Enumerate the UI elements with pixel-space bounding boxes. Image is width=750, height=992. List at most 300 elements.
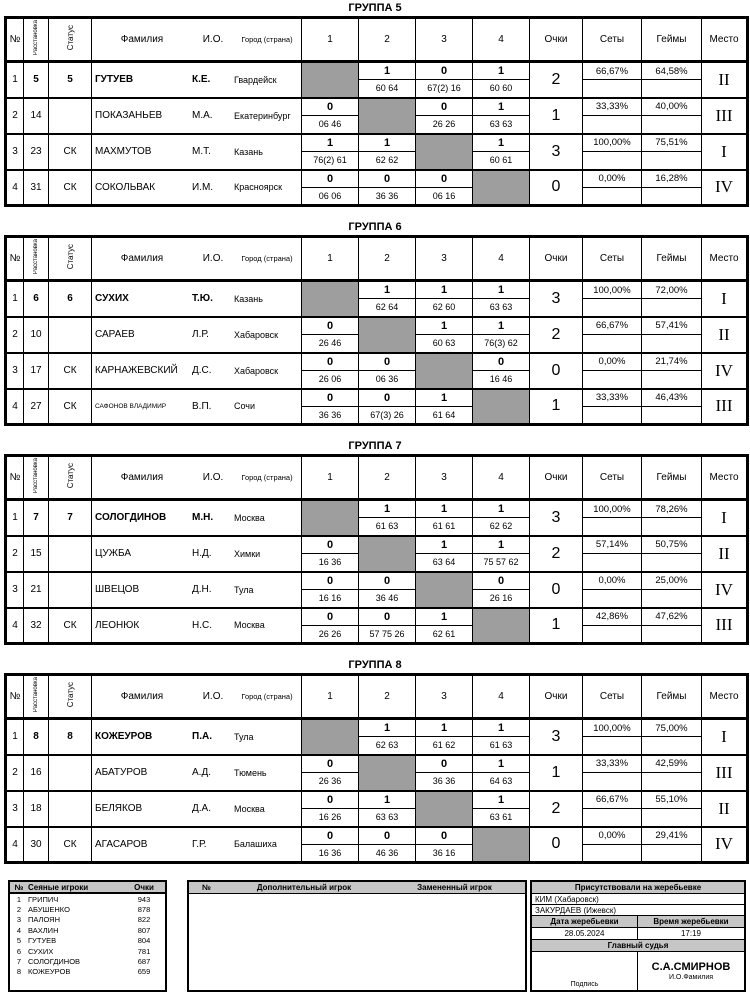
match-result: 0 [359,353,416,371]
match-score: 62 61 [416,626,473,644]
cell-games-pct: 40,00% [642,98,702,116]
player-surname: ЦУЖБА [95,548,131,559]
seeded-player-points: 943 [137,894,151,904]
match-col-header: 1 [302,456,359,500]
cell-player [92,827,302,863]
match-score: 36 46 [359,590,416,608]
draw-datetime-labels [532,916,744,928]
match-result: 0 [302,389,359,407]
cell-status: СК [49,353,92,389]
cell-seeding: 31 [24,170,49,206]
match-result: 0 [473,572,530,590]
city-header: Город (страна) [241,692,293,701]
cell-games-pct: 46,43% [642,389,702,407]
draw-time-label: Время жеребьевки [638,916,744,927]
seeded-player-row [10,936,165,946]
cell-seeding: 27 [24,389,49,425]
cell-seeding: 16 [24,755,49,791]
cell-points: 1 [530,608,583,644]
points-header: Очки [530,675,583,719]
seeded-player-num: 2 [16,905,22,915]
cell-player [92,389,302,425]
match-score: 63 63 [473,116,530,134]
sets-header: Сеты [583,18,642,62]
cell-games-pct: 25,00% [642,572,702,590]
cell-seeding: 5 [24,62,49,98]
player-initials: Д.Н. [192,584,212,595]
col-seeding-header [24,18,49,62]
cell-sets-bottom [583,809,642,827]
col-seeding-header [24,456,49,500]
cell-place: I [702,500,748,536]
cell-sets-pct: 66,67% [583,791,642,809]
group-title: ГРУППА 5 [348,2,402,14]
cell-games-bottom [642,554,702,572]
match-score: 26 46 [302,335,359,353]
cell-status: СК [49,608,92,644]
col-status-header [49,18,92,62]
match-result: 0 [302,170,359,188]
player-name [92,584,301,595]
group-header-row [6,237,748,281]
cell-place: IV [702,353,748,389]
seeded-player-num: 6 [16,946,22,956]
cell-number: 3 [6,572,24,608]
sets-header: Сеты [583,456,642,500]
cell-sets-pct: 66,67% [583,317,642,335]
extra-player-header [189,882,525,894]
match-score: 61 64 [416,407,473,425]
seeded-player-name: ГРИПИЧ [28,894,59,904]
diagonal-cell [473,170,530,206]
cell-number: 1 [6,719,24,755]
draw-present-1: КИМ (Хабаровск) [532,894,744,905]
match-result: 1 [473,755,530,773]
cell-sets-pct: 57,14% [583,536,642,554]
match-score: 16 36 [302,845,359,863]
player-surname: СУХИХ [95,293,129,305]
city-header: Город (страна) [241,254,293,263]
diagonal-cell [302,62,359,98]
seeded-player-num: 5 [16,936,22,946]
col-seeding-label: Расстановка [33,458,39,494]
match-score: 64 63 [473,773,530,791]
initials-header: И.О. [202,253,224,264]
match-result: 0 [302,572,359,590]
col-seeding-label: Расстановка [33,239,39,275]
player-surname: ГУТУЕВ [95,74,134,86]
diagonal-cell [473,389,530,425]
col-status-header [49,237,92,281]
cell-place: II [702,791,748,827]
cell-seeding: 32 [24,608,49,644]
games-header: Геймы [642,456,702,500]
match-score: 06 06 [302,188,359,206]
cell-games-pct: 29,41% [642,827,702,845]
player-initials: М.Н. [192,512,214,524]
seeded-players-table [8,880,167,992]
cell-seeding: 17 [24,353,49,389]
player-surname: ЛЕОНЮК [95,619,140,631]
match-col-header: 2 [359,675,416,719]
match-score: 61 62 [416,737,473,755]
match-result: 0 [359,389,416,407]
cell-status [49,98,92,134]
player-initials: М.А. [192,110,213,121]
match-col-header: 3 [416,675,473,719]
player-row [6,62,748,80]
player-name [92,329,301,340]
match-col-header: 3 [416,18,473,62]
cell-sets-pct: 33,33% [583,755,642,773]
initials-header: И.О. [202,691,224,702]
player-initials: Д.С. [192,365,212,376]
cell-points: 1 [530,389,583,425]
match-score: 16 26 [302,809,359,827]
draw-date-value: 28.05.2024 [532,928,638,939]
surname-header: Фамилия [120,34,164,45]
player-city: Казань [234,293,263,304]
match-result: 1 [416,281,473,299]
cell-status [49,755,92,791]
col-status-label: Статус [65,25,75,51]
cell-number: 4 [6,389,24,425]
player-city: Москва [234,620,265,631]
cell-player [92,572,302,608]
cell-sets-pct: 100,00% [583,719,642,737]
cell-place: I [702,719,748,755]
diagonal-cell [302,500,359,536]
group-header-row [6,456,748,500]
extra-col-additional: Дополнительный игрок [256,883,352,892]
cell-sets-pct: 100,00% [583,281,642,299]
seeded-player-points: 804 [137,936,151,946]
player-surname: МАХМУТОВ [95,146,152,157]
match-result: 0 [416,62,473,80]
cell-games-bottom [642,335,702,353]
player-name [92,146,301,157]
cell-place: II [702,536,748,572]
match-score: 26 06 [302,371,359,389]
seeded-player-row [10,925,165,935]
player-name [92,731,301,742]
cell-status: СК [49,134,92,170]
match-result: 1 [473,536,530,554]
col-seeding-label: Расстановка [33,20,39,56]
cell-sets-bottom [583,152,642,170]
cell-games-pct: 16,28% [642,170,702,188]
cell-sets-bottom [583,116,642,134]
diagonal-cell [473,608,530,644]
match-score: 16 36 [302,554,359,572]
col-seeding-label: Расстановка [33,677,39,713]
cell-games-bottom [642,590,702,608]
cell-player [92,170,302,206]
col-player-header [92,675,302,719]
match-score: 26 36 [302,773,359,791]
player-name [92,839,301,850]
surname-header: Фамилия [120,253,164,264]
player-initials: Л.Р. [192,329,209,340]
match-score: 16 46 [473,371,530,389]
cell-place: IV [702,170,748,206]
cell-points: 1 [530,98,583,134]
cell-points: 2 [530,62,583,98]
cell-status [49,572,92,608]
player-city: Москва [234,803,265,814]
cell-seeding: 18 [24,791,49,827]
cell-points: 2 [530,791,583,827]
diagonal-cell [359,536,416,572]
draw-present-title: Присутствовали на жеребьевке [532,882,744,894]
match-col-header: 4 [473,675,530,719]
player-header-labels [92,472,301,483]
cell-status: 7 [49,500,92,536]
player-name [92,620,301,631]
player-initials: Н.Д. [192,548,212,559]
player-surname: САФОНОВ ВЛАДИМИР [95,402,167,410]
player-name [92,803,301,814]
match-score: 60 60 [473,80,530,98]
cell-points: 3 [530,281,583,317]
cell-seeding: 8 [24,719,49,755]
cell-sets-bottom [583,188,642,206]
cell-sets-bottom [583,590,642,608]
seeded-player-num: 8 [16,967,22,977]
match-col-header: 1 [302,237,359,281]
player-city: Хабаровск [234,329,279,340]
match-score: 61 63 [473,737,530,755]
cell-number: 1 [6,281,24,317]
cell-points: 0 [530,170,583,206]
signature-label: Подпись [532,952,638,990]
match-score: 62 64 [359,299,416,317]
player-surname: САРАЕВ [95,329,135,340]
cell-player [92,353,302,389]
match-score: 62 60 [416,299,473,317]
cell-sets-pct: 100,00% [583,500,642,518]
player-name [92,182,301,193]
match-result: 0 [302,755,359,773]
group-title: ГРУППА 7 [348,440,402,452]
group-header-row [6,18,748,62]
player-initials: В.П. [192,400,212,412]
cell-number: 4 [6,608,24,644]
match-result: 1 [359,134,416,152]
cell-games-pct: 47,62% [642,608,702,626]
seeded-players-body [10,894,165,977]
place-header: Место [702,675,748,719]
player-initials: П.А. [192,731,212,743]
cell-games-bottom [642,188,702,206]
cell-sets-bottom [583,845,642,863]
extra-player-body [189,894,525,977]
match-result: 0 [302,536,359,554]
diagonal-cell [359,98,416,134]
judge-name: С.А.СМИРНОВ [651,961,731,973]
cell-sets-pct: 0,00% [583,572,642,590]
cell-status: СК [49,827,92,863]
cell-games-bottom [642,737,702,755]
cell-sets-bottom [583,554,642,572]
match-result: 1 [416,719,473,737]
match-score: 76(2) 61 [302,152,359,170]
cell-seeding: 7 [24,500,49,536]
player-name [92,767,301,778]
diagonal-cell [473,827,530,863]
player-name [92,401,301,412]
seeded-col-name: Сеяные игроки [28,882,89,892]
cell-sets-pct: 33,33% [583,98,642,116]
games-header: Геймы [642,18,702,62]
cell-player [92,62,302,98]
match-score: 62 62 [473,518,530,536]
group-header-row [6,675,748,719]
city-header: Город (страна) [241,473,293,482]
match-result: 1 [473,134,530,152]
player-city: Гвардейск [234,74,277,85]
match-score: 75 57 62 [473,554,530,572]
seeded-player-points: 659 [137,967,151,977]
draw-datetime-values [532,928,744,940]
cell-number: 2 [6,755,24,791]
initials-header: И.О. [202,34,224,45]
cell-sets-bottom [583,299,642,317]
match-result: 1 [473,281,530,299]
seeded-player-row [10,946,165,956]
player-name [92,74,301,85]
match-col-header: 3 [416,456,473,500]
match-result: 1 [359,62,416,80]
cell-games-bottom [642,773,702,791]
player-row [6,827,748,845]
match-result: 1 [416,317,473,335]
player-initials: Н.С. [192,619,212,631]
cell-number: 4 [6,170,24,206]
match-result: 1 [473,317,530,335]
player-city: Хабаровск [234,365,279,376]
seeded-player-name: ГУТУЕВ [28,936,57,946]
cell-points: 2 [530,317,583,353]
cell-player [92,98,302,134]
group-table [4,454,749,645]
cell-number: 3 [6,791,24,827]
cell-games-pct: 64,58% [642,62,702,80]
match-result: 0 [359,827,416,845]
cell-place: I [702,281,748,317]
cell-games-pct: 42,59% [642,755,702,773]
cell-games-pct: 72,00% [642,281,702,299]
match-score: 63 64 [416,554,473,572]
match-result: 0 [302,353,359,371]
seeded-player-num: 7 [16,957,22,967]
cell-status [49,791,92,827]
initials-header: И.О. [202,472,224,483]
seeded-player-row [10,904,165,914]
player-row [6,317,748,335]
group-table [4,16,749,207]
match-score: 62 63 [359,737,416,755]
match-result: 0 [416,755,473,773]
player-initials: Т.Ю. [192,293,213,305]
seeded-player-num: 4 [16,925,22,935]
seeded-player-points: 687 [137,957,151,967]
cell-games-pct: 57,41% [642,317,702,335]
cell-place: IV [702,572,748,608]
match-result: 0 [359,572,416,590]
match-result: 1 [359,791,416,809]
cell-player [92,608,302,644]
judge-name-sub: И.О.Фамилия [668,974,714,981]
points-header: Очки [530,18,583,62]
cell-number: 4 [6,827,24,863]
player-city: Химки [234,548,261,559]
group-table [4,673,749,864]
col-status-header [49,456,92,500]
match-result: 0 [302,98,359,116]
match-score: 57 75 26 [359,626,416,644]
extra-col-replaced: Замененный игрок [417,883,492,892]
match-result: 1 [302,134,359,152]
match-result: 0 [302,827,359,845]
cell-player [92,719,302,755]
cell-place: III [702,608,748,644]
match-col-header: 4 [473,456,530,500]
cell-games-pct: 21,74% [642,353,702,371]
cell-number: 3 [6,353,24,389]
draw-judge-title: Главный судья [532,940,744,952]
extra-player-table [187,880,527,992]
cell-points: 1 [530,755,583,791]
player-row [6,719,748,737]
match-col-header: 2 [359,18,416,62]
match-result: 0 [473,353,530,371]
match-result: 0 [416,827,473,845]
col-number-header: № [6,456,24,500]
player-name [92,365,301,376]
player-city: Тюмень [234,767,267,778]
cell-number: 2 [6,536,24,572]
player-city: Тула [234,584,254,595]
cell-player [92,317,302,353]
match-score: 26 16 [473,590,530,608]
cell-games-pct: 75,00% [642,719,702,737]
match-score: 62 62 [359,152,416,170]
cell-points: 3 [530,500,583,536]
cell-games-bottom [642,371,702,389]
player-surname: ШВЕЦОВ [95,584,140,595]
points-header: Очки [530,237,583,281]
match-result: 1 [416,536,473,554]
match-score: 63 61 [473,809,530,827]
cell-player [92,134,302,170]
player-surname: ПОКАЗАНЬЕВ [95,110,163,121]
seeded-player-name: ВАХЛИН [28,925,59,935]
match-score: 06 46 [302,116,359,134]
seeded-player-row [10,894,165,904]
cell-sets-bottom [583,407,642,425]
player-header-labels [92,253,301,264]
col-seeding-header [24,237,49,281]
cell-games-bottom [642,809,702,827]
cell-place: II [702,62,748,98]
player-row [6,134,748,152]
cell-number: 1 [6,62,24,98]
cell-points: 0 [530,827,583,863]
seeded-player-num: 3 [16,915,22,925]
cell-points: 0 [530,353,583,389]
col-number-header: № [6,237,24,281]
